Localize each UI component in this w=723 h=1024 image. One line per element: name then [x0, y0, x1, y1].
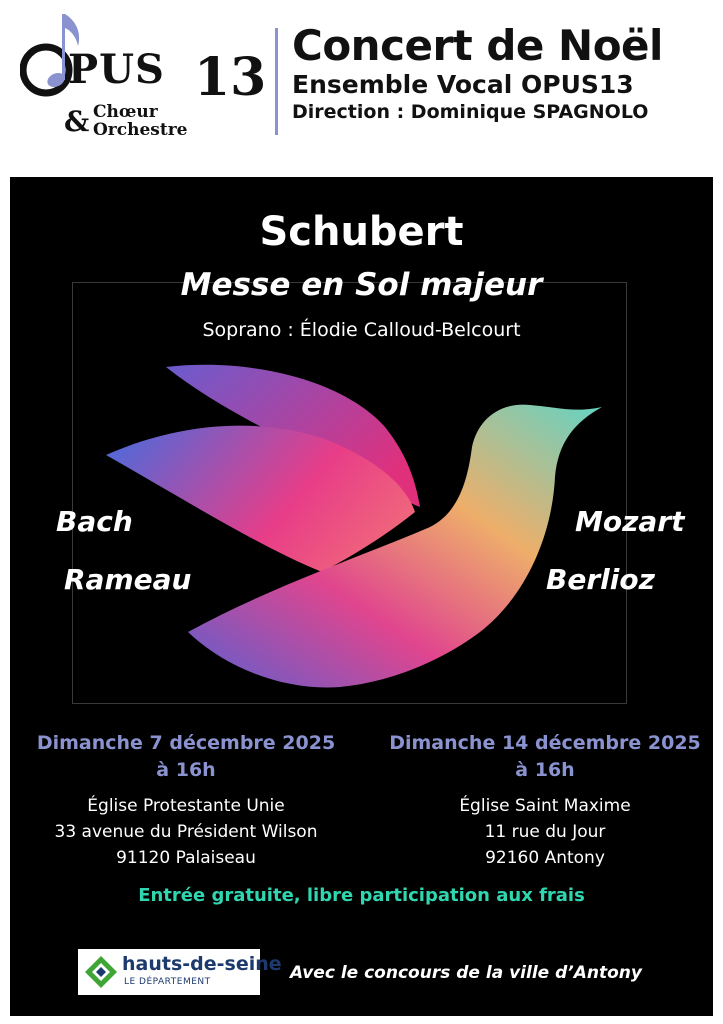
- header-divider: [275, 28, 278, 135]
- event-venue: Église Saint Maxime: [459, 796, 631, 816]
- event-date: Dimanche 14 décembre 2025: [389, 732, 701, 754]
- support-line: Avec le concours de la ville d’Antony: [290, 963, 642, 983]
- sponsor-logo: [78, 949, 282, 995]
- direction-line: Direction : Dominique SPAGNOLO: [292, 101, 649, 124]
- sponsor-name: hauts-de-seine: [122, 953, 282, 975]
- hauts-de-seine-logo-icon: [84, 955, 118, 989]
- event-street: 11 rue du Jour: [484, 822, 606, 842]
- work-title: Messe en Sol majeur: [180, 267, 543, 303]
- entry-note: Entrée gratuite, libre participation aux frais: [138, 885, 585, 906]
- header-titles: [292, 21, 712, 125]
- ensemble-name: Ensemble Vocal OPUS13: [292, 70, 634, 100]
- soloist-line: Soprano : Élodie Calloud-Belcourt: [202, 319, 521, 341]
- event-city: 91120 Palaiseau: [116, 848, 256, 868]
- logo-ampersand: &: [64, 105, 90, 138]
- sponsor-subtitle: LE DÉPARTEMENT: [124, 977, 211, 987]
- event-block: [375, 730, 715, 871]
- event-date: Dimanche 7 décembre 2025: [36, 732, 336, 754]
- header: [0, 0, 723, 175]
- composer-right-1: Mozart: [575, 505, 685, 538]
- event-block: [16, 730, 356, 871]
- opus13-logo: [20, 8, 270, 148]
- concert-title: Concert de Noël: [292, 21, 663, 70]
- logo-opus-text: PUS: [68, 46, 165, 93]
- logo-orchestre: Orchestre: [93, 120, 188, 140]
- poster-panel: [10, 177, 713, 1016]
- logo-number: 13: [194, 47, 267, 108]
- event-time: à 16h: [156, 759, 216, 781]
- main-composer: Schubert: [259, 209, 464, 255]
- logo-choeur: Chœur: [93, 102, 158, 122]
- event-time: à 16h: [515, 759, 575, 781]
- composer-left-2: Rameau: [64, 563, 192, 596]
- event-street: 33 avenue du Président Wilson: [54, 822, 318, 842]
- event-venue: Église Protestante Unie: [87, 796, 285, 816]
- dove-icon: [10, 177, 713, 737]
- composer-right-2: Berlioz: [546, 563, 655, 596]
- composer-left-1: Bach: [56, 505, 133, 538]
- event-city: 92160 Antony: [485, 848, 605, 868]
